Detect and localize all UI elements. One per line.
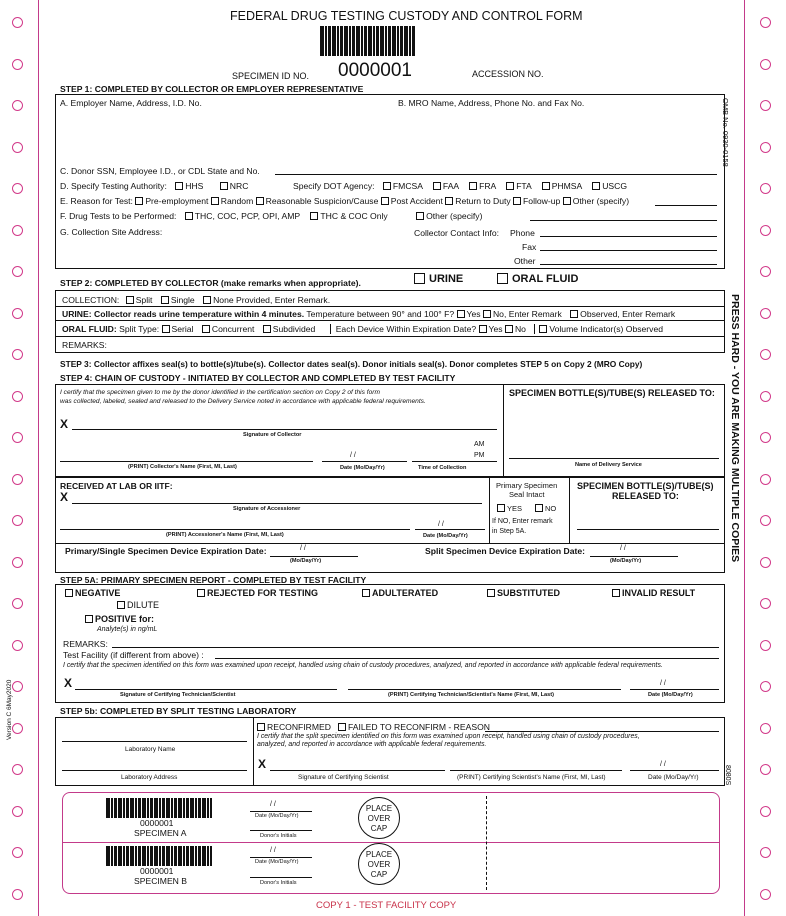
- specimen-a-barcode: [106, 798, 212, 818]
- tractor-hole: [12, 266, 23, 277]
- step5a-remarks-label: REMARKS:: [63, 639, 108, 649]
- split-exp-slashes: / /: [620, 545, 626, 552]
- form-title: FEDERAL DRUG TESTING CUSTODY AND CONTROL FORM: [230, 9, 583, 23]
- step5a-print-label: (PRINT) Certifying Technician/Scientist's Name (First, MI, Last): [388, 692, 554, 698]
- tractor-hole: [12, 225, 23, 236]
- temp-no-checkbox[interactable]: [483, 310, 491, 318]
- employer-label: A. Employer Name, Address, I.D. No.: [60, 98, 202, 108]
- collection-site-label: G. Collection Site Address:: [60, 227, 163, 237]
- tractor-hole: [760, 515, 771, 526]
- tractor-hole: [12, 640, 23, 651]
- left-margin-line: [38, 0, 39, 916]
- label-b-initials: Donor's Initials: [260, 880, 297, 886]
- split-exp-label: Split Specimen Device Expiration Date:: [425, 546, 585, 556]
- seal-yes-option: YES: [497, 504, 522, 514]
- tractor-hole: [760, 847, 771, 858]
- place-over-cap-b: PLACE OVER CAP: [358, 843, 400, 885]
- tractor-hole: [12, 598, 23, 609]
- adulterated-checkbox[interactable]: [362, 589, 370, 597]
- nrc-checkbox[interactable]: [220, 182, 228, 190]
- substituted-checkbox[interactable]: [487, 589, 495, 597]
- subdivided-checkbox[interactable]: [263, 325, 271, 333]
- negative-option: NEGATIVE: [65, 588, 120, 598]
- primary-seal-label2: Seal Intact: [509, 490, 545, 499]
- collector-cert-line1: I certify that the specimen given to me by the donor identified in the certification section on Copy 2 of this form: [60, 389, 380, 396]
- label-a-initials: Donor's Initials: [260, 833, 297, 839]
- step5b-cert-line1: I certify that the split specimen identified on this form was examined upon receipt, handled using chain of custody procedures,: [257, 733, 640, 740]
- drug-tests-row: F. Drug Tests to be Performed: THC, COC, PCP, OPI, AMP THC & COC Only Other (specify): [60, 211, 483, 221]
- tractor-hole: [12, 515, 23, 526]
- temp-yes-checkbox[interactable]: [457, 310, 465, 318]
- step5a-heading: STEP 5A: PRIMARY SPECIMEN REPORT - COMPLETED BY TEST FACILITY: [60, 575, 367, 585]
- tractor-hole: [760, 889, 771, 900]
- place-over-cap-a: PLACE OVER CAP: [358, 797, 400, 839]
- oral-fluid-checkbox[interactable]: [497, 273, 508, 284]
- single-checkbox[interactable]: [161, 296, 169, 304]
- thc-coc-checkbox[interactable]: [310, 212, 318, 220]
- press-hard-notice: PRESS HARD - YOU ARE MAKING MULTIPLE COPIES: [729, 294, 741, 563]
- step5a-sig-x: X: [64, 676, 73, 690]
- accessioner-sig-x: X: [60, 490, 69, 504]
- step5a-signature-label: Signature of Certifying Technician/Scientist: [120, 692, 236, 698]
- reconfirmed-checkbox[interactable]: [257, 723, 265, 731]
- lab-name-label: Laboratory Name: [125, 746, 176, 753]
- tractor-hole: [12, 806, 23, 817]
- adulterated-option: ADULTERATED: [362, 588, 438, 598]
- collector-signature-label: Signature of Collector: [243, 432, 302, 438]
- tractor-hole: [760, 183, 771, 194]
- step5b-signature-label: Signature of Certifying Scientist: [298, 774, 389, 781]
- step5b-cert-line2: analyzed, and reported in accordance with applicable federal requirements.: [257, 741, 487, 748]
- step5a-date-label: Date (Mo/Day/Yr): [648, 692, 693, 698]
- fta-checkbox[interactable]: [506, 182, 514, 190]
- seal-no-option: NO: [535, 504, 556, 514]
- tractor-hole: [760, 266, 771, 277]
- specimen-b-id: 0000001: [140, 866, 174, 876]
- serial-checkbox[interactable]: [162, 325, 170, 333]
- pre-employment-checkbox[interactable]: [135, 197, 143, 205]
- label-b-date: Date (Mo/Day/Yr): [255, 859, 299, 865]
- reason-row: E. Reason for Test: Pre-employment Random Reasonable Suspicion/Cause Post Accident Return to Duty Follow-up Other (specify): [60, 196, 630, 206]
- step2-heading: STEP 2: COMPLETED BY COLLECTOR (make remarks when appropriate).: [60, 278, 361, 288]
- label-a-slashes: / /: [270, 801, 276, 808]
- copy-footer: COPY 1 - TEST FACILITY COPY: [316, 900, 457, 911]
- step1-heading: STEP 1: COMPLETED BY COLLECTOR OR EMPLOYER REPRESENTATIVE: [60, 84, 364, 94]
- urine-temp-row: URINE: Collector reads urine temperature within 4 minutes. Temperature between 90° and 100° F? Yes No, Enter Remark Observed, Enter Remark: [62, 309, 676, 319]
- donor-id-label: C. Donor SSN, Employee I.D., or CDL State and No.: [60, 166, 260, 176]
- urine-option: URINE: [414, 272, 463, 286]
- observed-checkbox[interactable]: [570, 310, 578, 318]
- other-contact-label: Other: [514, 256, 536, 266]
- specimen-a-name: SPECIMEN A: [134, 828, 187, 838]
- fra-checkbox[interactable]: [469, 182, 477, 190]
- volume-checkbox[interactable]: [539, 325, 547, 333]
- phmsa-checkbox[interactable]: [542, 182, 550, 190]
- concurrent-checkbox[interactable]: [202, 325, 210, 333]
- tractor-hole: [760, 432, 771, 443]
- step5b-date-slashes: / /: [660, 761, 666, 768]
- right-margin-line: [744, 0, 745, 916]
- tractor-hole: [12, 764, 23, 775]
- step5a-date-slashes: / /: [660, 680, 666, 687]
- collector-sig-x: X: [60, 417, 69, 431]
- exp-yes-checkbox[interactable]: [479, 325, 487, 333]
- follow-up-checkbox[interactable]: [513, 197, 521, 205]
- lab-address-label: Laboratory Address: [121, 774, 178, 781]
- tractor-hole: [12, 308, 23, 319]
- accessioner-date-slashes: / /: [438, 521, 444, 528]
- testing-authority-row: D. Specify Testing Authority: HHS NRC: [60, 181, 249, 191]
- if-no-remark2: in Step 5A.: [492, 528, 527, 535]
- seal-no-checkbox[interactable]: [535, 504, 543, 512]
- version-label: Version C 6May2020: [6, 679, 13, 740]
- tractor-hole: [760, 59, 771, 70]
- dot-agency-row: Specify DOT Agency: FMCSA FAA FRA FTA PHMSA USCG: [293, 181, 628, 191]
- oral-fluid-row: ORAL FLUID: Split Type: Serial Concurrent Subdivided Each Device Within Expiration Date? Yes No Volume Indicator(s) Observed: [62, 324, 664, 334]
- released-to-heading: SPECIMEN BOTTLE(S)/TUBE(S) RELEASED TO:: [509, 388, 715, 398]
- tractor-hole: [760, 142, 771, 153]
- released-to2-heading-a: SPECIMEN BOTTLE(S)/TUBE(S): [577, 481, 714, 491]
- dilute-checkbox[interactable]: [117, 601, 125, 609]
- received-at-lab-label: RECEIVED AT LAB OR IITF:: [60, 481, 173, 491]
- specimen-id: 0000001: [338, 60, 412, 81]
- step5b-date-label: Date (Mo/Day/Yr): [648, 774, 699, 781]
- dilute-option: DILUTE: [117, 600, 159, 610]
- collection-time-label: Time of Collection: [418, 465, 467, 471]
- test-facility-label: Test Facility (if different from above) :: [63, 650, 204, 660]
- reasonable-suspicion-checkbox[interactable]: [256, 197, 264, 205]
- rejected-checkbox[interactable]: [197, 589, 205, 597]
- accessioner-signature-label: Signature of Accessioner: [233, 506, 301, 512]
- none-provided-checkbox[interactable]: [203, 296, 211, 304]
- negative-checkbox[interactable]: [65, 589, 73, 597]
- tractor-hole: [760, 806, 771, 817]
- tractor-hole: [12, 349, 23, 360]
- tractor-hole: [12, 17, 23, 28]
- tractor-hole: [12, 391, 23, 402]
- uscg-checkbox[interactable]: [592, 182, 600, 190]
- tractor-hole: [760, 391, 771, 402]
- hhs-checkbox[interactable]: [175, 182, 183, 190]
- tractor-hole: [12, 723, 23, 734]
- five-panel-checkbox[interactable]: [185, 212, 193, 220]
- faa-checkbox[interactable]: [433, 182, 441, 190]
- post-accident-checkbox[interactable]: [381, 197, 389, 205]
- specimen-id-label: SPECIMEN ID NO.: [232, 71, 310, 81]
- label-b-slashes: / /: [270, 847, 276, 854]
- tractor-hole: [12, 432, 23, 443]
- step5b-heading: STEP 5b: COMPLETED BY SPLIT TESTING LABORATORY: [60, 706, 297, 716]
- step2-remarks-label: REMARKS:: [62, 340, 107, 350]
- tractor-hole: [12, 59, 23, 70]
- seal-yes-checkbox[interactable]: [497, 504, 505, 512]
- tractor-hole: [12, 100, 23, 111]
- primary-seal-label1: Primary Specimen: [496, 481, 558, 490]
- tractor-hole: [760, 681, 771, 692]
- tractor-hole: [760, 17, 771, 28]
- collector-date-slashes: / /: [350, 452, 356, 459]
- step3-text: STEP 3: Collector affixes seal(s) to bottle(s)/tube(s). Collector dates seal(s). Donor initials seal(s). Donor completes STEP 5 on Copy 2 (MRO Copy): [60, 359, 643, 369]
- accessioner-date-label: Date (Mo/Day/Yr): [423, 533, 468, 539]
- split-checkbox[interactable]: [126, 296, 134, 304]
- tractor-hole: [760, 598, 771, 609]
- failed-checkbox[interactable]: [338, 723, 346, 731]
- tractor-hole: [12, 474, 23, 485]
- accessioner-print-label: (PRINT) Accessioner's Name (First, MI, Last): [166, 532, 284, 538]
- exp-no-checkbox[interactable]: [505, 325, 513, 333]
- positive-checkbox[interactable]: [85, 615, 93, 623]
- urine-checkbox[interactable]: [414, 273, 425, 284]
- if-no-remark1: If NO, Enter remark: [492, 518, 553, 525]
- random-checkbox[interactable]: [211, 197, 219, 205]
- collector-contact-label: Collector Contact Info:: [414, 228, 500, 238]
- tractor-hole: [760, 100, 771, 111]
- tractor-hole: [760, 474, 771, 485]
- pm-label: PM: [474, 452, 485, 459]
- tractor-hole: [760, 764, 771, 775]
- analyte-label: Analyte(s) in ng/mL: [97, 626, 158, 633]
- specimen-a-id: 0000001: [140, 818, 174, 828]
- invalid-option: INVALID RESULT: [612, 588, 695, 598]
- tractor-hole: [12, 183, 23, 194]
- tractor-hole: [760, 557, 771, 568]
- phone-label: Phone: [510, 228, 535, 238]
- tractor-hole: [12, 847, 23, 858]
- substituted-option: SUBSTITUTED: [487, 588, 560, 598]
- other-tests-checkbox[interactable]: [416, 212, 424, 220]
- omb-number: OMB No. 0930-0158: [721, 98, 730, 167]
- reconfirmed-option: RECONFIRMED: [257, 722, 331, 732]
- tractor-hole: [760, 723, 771, 734]
- tractor-hole: [12, 889, 23, 900]
- primary-exp-label: Primary/Single Specimen Device Expiration Date:: [65, 546, 267, 556]
- primary-exp-mdy: (Mo/Day/Yr): [290, 558, 322, 564]
- failed-option: FAILED TO RECONFIRM - REASON: [338, 722, 490, 732]
- primary-exp-slashes: / /: [300, 545, 306, 552]
- mro-label: B. MRO Name, Address, Phone No. and Fax No.: [398, 98, 585, 108]
- tractor-hole: [12, 681, 23, 692]
- collector-cert-line2: was collected, labeled, sealed and released to the Delivery Service noted in accordance with applicable federal requirements.: [60, 398, 426, 405]
- other-reason-checkbox[interactable]: [563, 197, 571, 205]
- fax-label: Fax: [522, 242, 537, 252]
- tractor-hole: [760, 308, 771, 319]
- am-label: AM: [474, 441, 485, 448]
- accession-label: ACCESSION NO.: [472, 69, 544, 79]
- header-barcode: [320, 26, 416, 56]
- specimen-b-name: SPECIMEN B: [134, 876, 188, 886]
- form-code: 8080S: [724, 765, 731, 786]
- collector-print-label: (PRINT) Collector's Name (First, MI, Last): [128, 464, 237, 470]
- rejected-option: REJECTED FOR TESTING: [197, 588, 318, 598]
- tractor-hole: [760, 349, 771, 360]
- invalid-checkbox[interactable]: [612, 589, 620, 597]
- collection-row: COLLECTION: Split Single None Provided, Enter Remark.: [62, 295, 331, 305]
- delivery-service-label: Name of Delivery Service: [575, 462, 642, 468]
- tractor-hole: [12, 557, 23, 568]
- tractor-hole: [12, 142, 23, 153]
- split-exp-mdy: (Mo/Day/Yr): [610, 558, 642, 564]
- step5b-sig-x: X: [258, 757, 267, 771]
- step5a-cert: I certify that the specimen identified on this form was examined upon receipt, handled using chain of custody procedures, analyzed, and reported in accordance with applicable federal requirements.: [63, 662, 663, 669]
- collector-date-label: Date (Mo/Day/Yr): [340, 465, 385, 471]
- oral-fluid-option: ORAL FLUID: [497, 272, 578, 286]
- specimen-b-barcode: [106, 846, 212, 866]
- step4-heading: STEP 4: CHAIN OF CUSTODY - INITIATED BY COLLECTOR AND COMPLETED BY TEST FACILITY: [60, 373, 456, 383]
- tractor-hole: [760, 640, 771, 651]
- tractor-hole: [760, 225, 771, 236]
- step5b-print-label: (PRINT) Certifying Scientist's Name (First, MI, Last): [457, 774, 606, 781]
- return-to-duty-checkbox[interactable]: [445, 197, 453, 205]
- fmcsa-checkbox[interactable]: [383, 182, 391, 190]
- released-to2-heading-b: RELEASED TO:: [612, 491, 679, 501]
- label-a-date: Date (Mo/Day/Yr): [255, 813, 299, 819]
- positive-option: POSITIVE for:: [85, 614, 154, 624]
